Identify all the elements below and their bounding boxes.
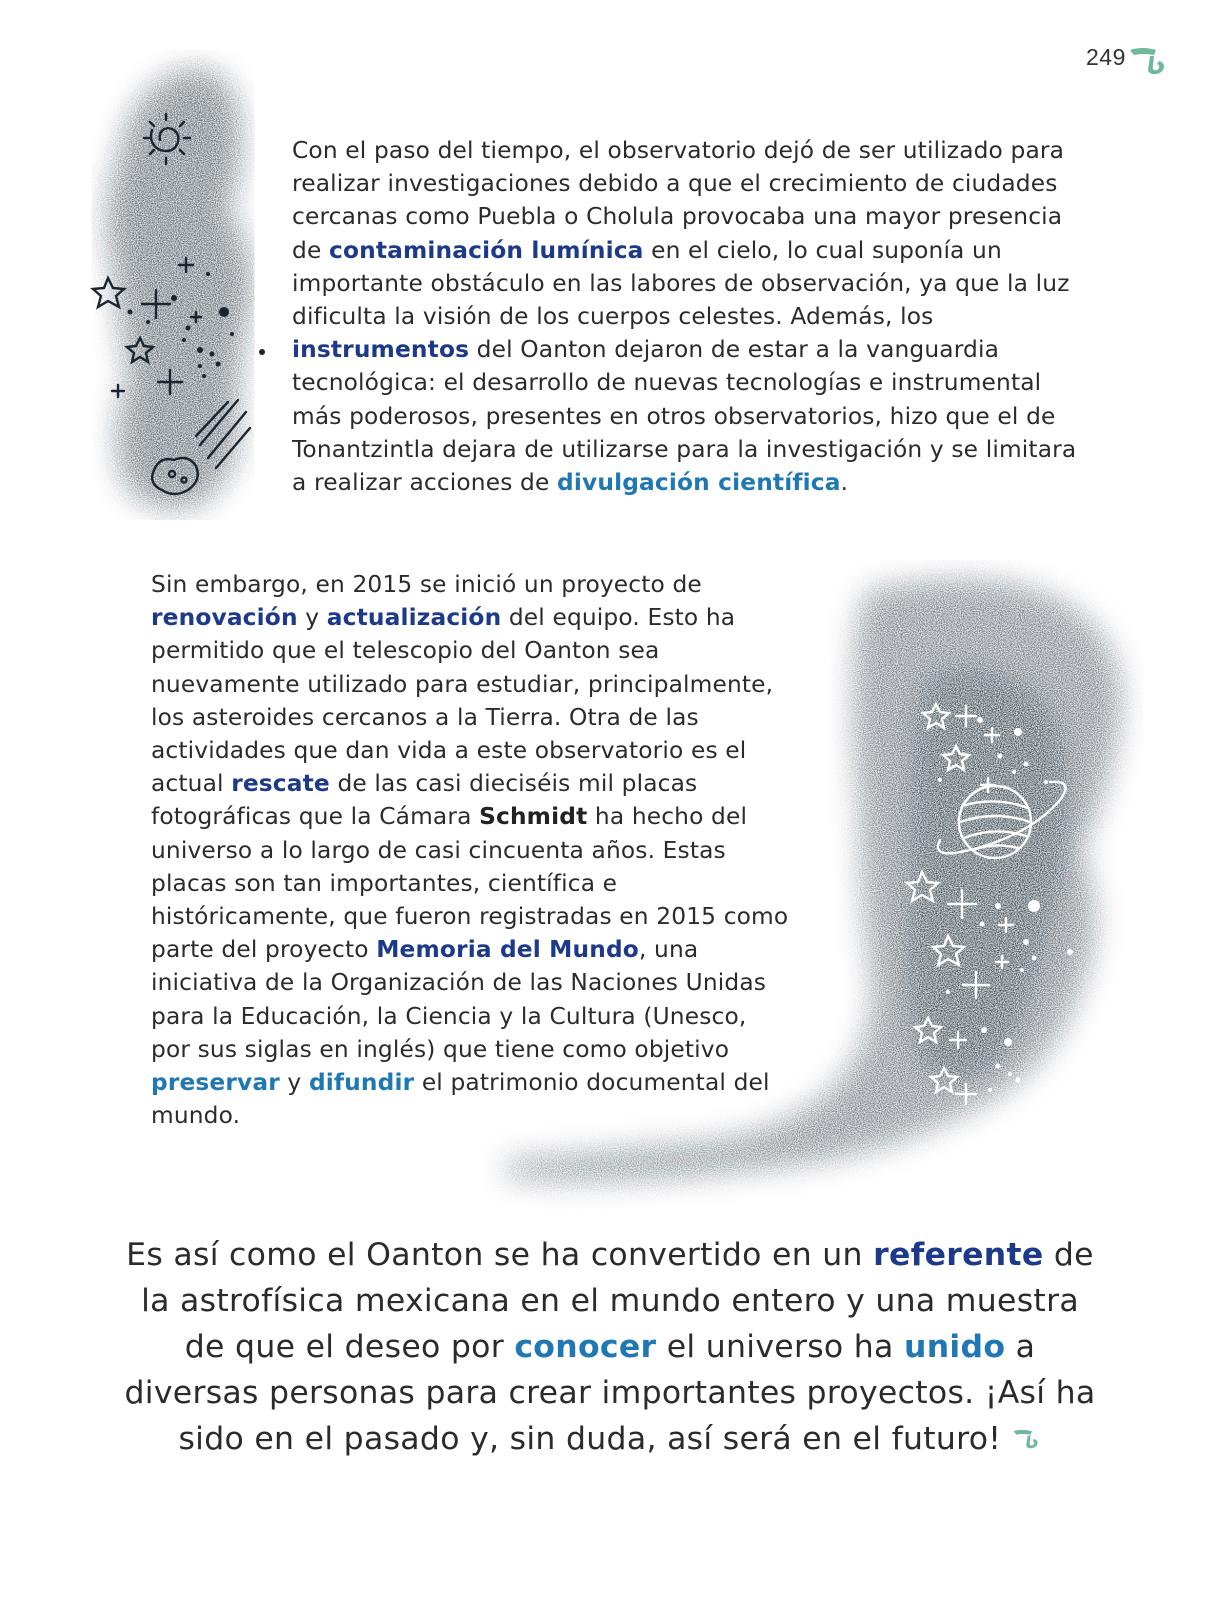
keyword-instrumentos: instrumentos <box>292 336 470 364</box>
keyword-renovacion: renovación <box>151 604 298 632</box>
stardust-comet-illustration <box>88 50 278 520</box>
keyword-preservar: preservar <box>151 1069 280 1097</box>
keyword-rescate: rescate <box>231 770 330 798</box>
text-segment: Con el paso del tiempo, el observatorio dejó de ser utilizado para realizar investigaciones debido a que el crecimiento de ciudades cercanas como Puebla o Cholula provocaba una mayor presencia de <box>292 137 1065 264</box>
text-segment: ha hecho del universo a lo largo de casi cincuenta años. Estas placas son tan importantes, científica e históricamente, que fueron registradas en 2015 como parte del proyecto <box>151 803 789 964</box>
text-segment: del equipo. Esto ha permitido que el telescopio del Oanton sea nuevamente utilizado para estudiar, principalmente, los asteroides cercanos a la Tierra. Otra de las actividades que dan vida a este observatorio es el actual <box>151 604 774 798</box>
text-segment: el universo ha <box>656 1329 904 1365</box>
keyword-unido: unido <box>903 1329 1006 1365</box>
text-segment: del Oanton dejaron de estar a la vanguardia tecnológica: el desarrollo de nuevas tecnologías e instrumental más poderosos, presentes en otros observatorios, hizo que el de Tonantzintla dejara de utilizarse para la investigación y se limitara a realizar acciones de <box>292 336 1077 497</box>
text-segment: Es así como el Oanton se ha convertido en un <box>126 1237 874 1273</box>
tonantzintla-logo-icon <box>1012 1427 1042 1451</box>
text-segment: el patrimonio documental del mundo. <box>151 1069 770 1130</box>
keyword-conocer: conocer <box>514 1329 657 1365</box>
text-segment: a diversas personas para crear importantes proyectos. ¡Así ha sido en el pasado y, sin duda, así será en el futuro! <box>124 1329 1096 1457</box>
keyword-difundir: difundir <box>308 1069 415 1097</box>
text-segment: , una iniciativa de la Organización de las Naciones Unidas para la Educación, la Ciencia y la Cultura (Unesco, por sus siglas en inglés) que tiene como objetivo <box>151 936 767 1063</box>
text-segment: Sin embargo, en 2015 se inició un proyecto de <box>151 571 702 598</box>
text-segment: y <box>297 604 327 632</box>
keyword-actualizacion: actualización <box>326 604 502 632</box>
text-segment: de la astrofísica mexicana en el mundo entero y una muestra de que el deseo por <box>141 1237 1094 1365</box>
text-segment: de las casi dieciséis mil placas fotográficas que la Cámara <box>151 770 698 831</box>
paragraph-observatory-decline <box>292 134 1092 499</box>
text-segment: en el cielo, lo cual suponía un importante obstáculo en las labores de observación, ya que la luz dificulta la visión de los cuerpos celestes. Además, los <box>292 236 1070 331</box>
keyword-contaminacion-luminica: contaminación lumínica <box>328 236 644 264</box>
keyword-schmidt: Schmidt <box>479 803 588 831</box>
tonantzintla-logo-icon <box>1128 44 1170 78</box>
keyword-memoria-del-mundo: Memoria del Mundo <box>376 936 639 964</box>
keyword-divulgacion-cientifica: divulgación científica <box>557 469 841 497</box>
text-segment: . <box>840 469 849 497</box>
text-segment: y <box>279 1069 309 1097</box>
closing-statement <box>120 1232 1100 1462</box>
keyword-referente: referente <box>873 1237 1044 1273</box>
paragraph-renovation-project <box>151 568 791 1132</box>
page-number: 249 <box>1086 44 1126 70</box>
